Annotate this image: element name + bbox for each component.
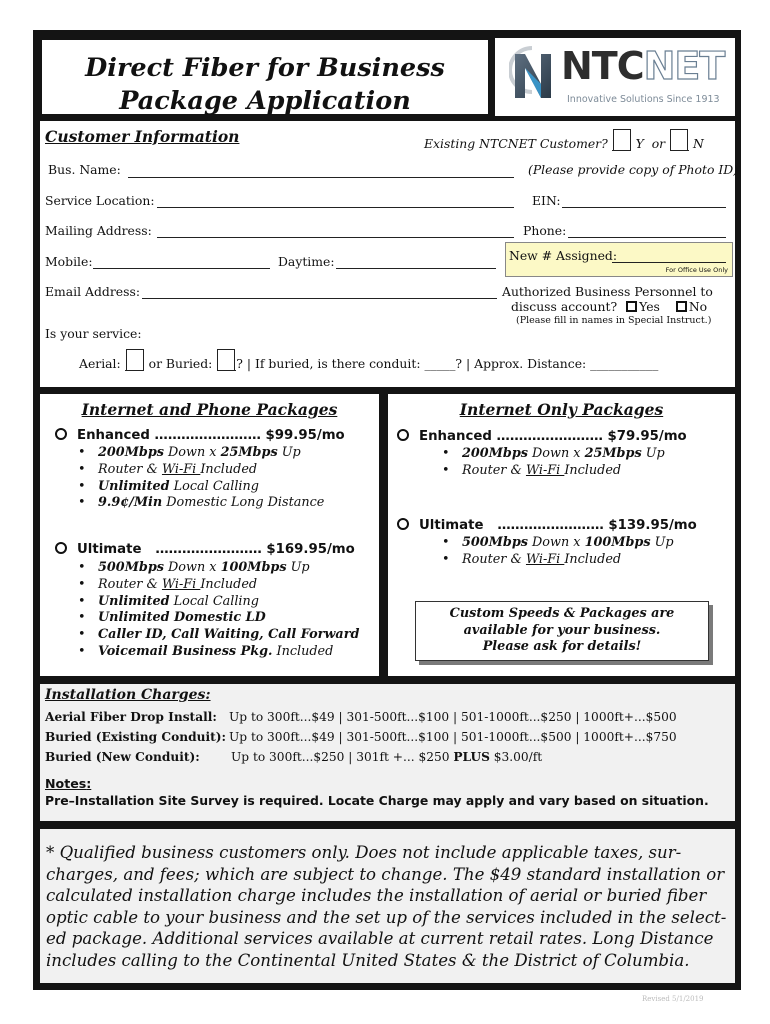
- office-use-note: For Office Use Only: [665, 266, 728, 274]
- left-ultimate-features: [76, 560, 359, 661]
- daytime-label: Daytime:: [278, 254, 335, 269]
- radio-icon[interactable]: [55, 428, 67, 440]
- phone-field[interactable]: [568, 237, 726, 238]
- title-line-2: Package Application: [119, 86, 411, 116]
- custom-speeds-callout: Custom Speeds & Packages are available for your business. Please ask for details!: [415, 601, 709, 661]
- form-title: [42, 52, 488, 118]
- auth-yes-checkbox[interactable]: [626, 301, 637, 312]
- feature-item: • Unlimited Local Calling: [76, 594, 359, 611]
- feature-item: • 200Mbps Down x 25Mbps Up: [76, 445, 324, 462]
- left-ultimate-option[interactable]: Ultimate …………………… $169.95/mo: [55, 542, 355, 557]
- right-enhanced-features: [440, 446, 665, 480]
- email-label: Email Address:: [45, 284, 141, 299]
- auth-no-checkbox[interactable]: [676, 301, 687, 312]
- new-number-label: New # Assigned:: [509, 248, 618, 263]
- logo-wordmark: NTCNET: [561, 44, 725, 88]
- mobile-field[interactable]: [93, 268, 270, 269]
- feature-item: • 200Mbps Down x 25Mbps Up: [440, 446, 665, 463]
- left-enhanced-features: [76, 445, 324, 512]
- feature-item: • Router & Wi-Fi Included: [440, 463, 665, 480]
- feature-item: • Router & Wi-Fi Included: [440, 552, 674, 569]
- logo-tagline: Innovative Solutions Since 1913: [567, 94, 720, 105]
- radio-icon[interactable]: [55, 542, 67, 554]
- customer-info-heading: Customer Information: [45, 127, 240, 146]
- aerial-checkbox[interactable]: [126, 349, 144, 371]
- bus-name-label: Bus. Name:: [48, 162, 121, 177]
- new-number-field[interactable]: [612, 262, 726, 263]
- internet-only-heading: Internet Only Packages: [459, 400, 664, 419]
- title-line-1: Direct Fiber for Business: [85, 53, 445, 83]
- logo-panel: [495, 38, 735, 116]
- existing-customer-question: Existing NTCNET Customer? Y or N: [424, 129, 704, 151]
- disclaimer-section: [40, 829, 735, 983]
- disclaimer-text: * Qualified business customers only. Does not include applicable taxes, sur-charges, and fees; which are subject to change. The $49 standard installation or calculated installation charge includes the installation of aerial or buried fiber optic cable to your business and the set up of the services included in the select-ed package. Additional services available at current retail rates. Long Distance includes calling to the Continental United States & the District of Columbia.: [46, 843, 727, 970]
- internet-phone-packages: [40, 394, 379, 676]
- mailing-address-field[interactable]: [157, 237, 514, 238]
- authorized-discuss-row: discuss account? Yes No: [511, 299, 708, 314]
- installation-heading: Installation Charges:: [45, 687, 211, 703]
- right-ultimate-option[interactable]: Ultimate …………………… $139.95/mo: [397, 518, 697, 533]
- right-ultimate-features: [440, 535, 674, 569]
- customer-information-section: [40, 121, 739, 387]
- ein-field[interactable]: [562, 207, 726, 208]
- feature-item: • 500Mbps Down x 100Mbps Up: [76, 560, 359, 577]
- feature-item: • 500Mbps Down x 100Mbps Up: [440, 535, 674, 552]
- left-enhanced-option[interactable]: Enhanced …………………… $99.95/mo: [55, 428, 345, 443]
- ntcnet-logo-icon: [509, 46, 555, 104]
- mobile-label: Mobile:: [45, 254, 93, 269]
- buried-checkbox[interactable]: [217, 349, 235, 371]
- radio-icon[interactable]: [397, 429, 409, 441]
- notes-text: Pre–Installation Site Survey is required. Locate Charge may apply and vary based on situation.: [45, 793, 709, 808]
- right-enhanced-option[interactable]: Enhanced …………………… $79.95/mo: [397, 429, 687, 444]
- daytime-field[interactable]: [336, 268, 496, 269]
- feature-item: • Voicemail Business Pkg. Included: [76, 644, 359, 661]
- service-location-label: Service Location:: [45, 193, 155, 208]
- ein-label: EIN:: [532, 193, 561, 208]
- feature-item: • Unlimited Local Calling: [76, 479, 324, 496]
- bus-name-field[interactable]: [128, 177, 514, 178]
- auth-names-note: (Please fill in names in Special Instruct.): [516, 315, 712, 326]
- service-location-field[interactable]: [157, 207, 514, 208]
- feature-item: • Unlimited Domestic LD: [76, 610, 359, 627]
- new-number-assigned-box: [505, 242, 733, 277]
- feature-item: • Caller ID, Call Waiting, Call Forward: [76, 627, 359, 644]
- internet-only-packages: [388, 394, 735, 676]
- phone-label: Phone:: [523, 223, 567, 238]
- existing-no-checkbox[interactable]: [670, 129, 688, 151]
- internet-phone-heading: Internet and Phone Packages: [81, 400, 338, 419]
- feature-item: • Router & Wi-Fi Included: [76, 577, 359, 594]
- service-type-row: Aerial: or Buried: ? | If buried, is there conduit: _____? | Approx. Distance: ___________: [79, 349, 658, 371]
- application-form: [33, 30, 741, 990]
- radio-icon[interactable]: [397, 518, 409, 530]
- feature-item: • Router & Wi-Fi Included: [76, 462, 324, 479]
- revised-date: Revised 5/1/2019: [642, 995, 704, 1003]
- is-service-label: Is your service:: [45, 326, 142, 341]
- mailing-address-label: Mailing Address:: [45, 223, 152, 238]
- email-field[interactable]: [142, 298, 497, 299]
- installation-charges-section: Installation Charges: Aerial Fiber Drop Install: Up to 300ft...$49 | 301-500ft...$100 | 501-1000ft...$250 | 1000ft+...$500 Buried (Existing Conduit): Up to 300ft...$49 | 301-500ft...$100 | 501-1000ft...$500 | 1000ft+...$750 Buried (New Conduit): Up to 300ft...$250 | 301ft +... $250 PLUS $3.00/ft Notes: Pre–Installation Site Survey is required. Locate Charge may apply and vary based on situation.: [40, 684, 735, 821]
- feature-item: • 9.9¢/Min Domestic Long Distance: [76, 495, 324, 512]
- existing-yes-checkbox[interactable]: [613, 129, 631, 151]
- title-panel: [40, 38, 490, 116]
- photo-id-note: (Please provide copy of Photo ID): [528, 162, 739, 177]
- notes-heading: Notes:: [45, 776, 92, 791]
- authorized-personnel-label: Authorized Business Personnel to: [502, 284, 713, 299]
